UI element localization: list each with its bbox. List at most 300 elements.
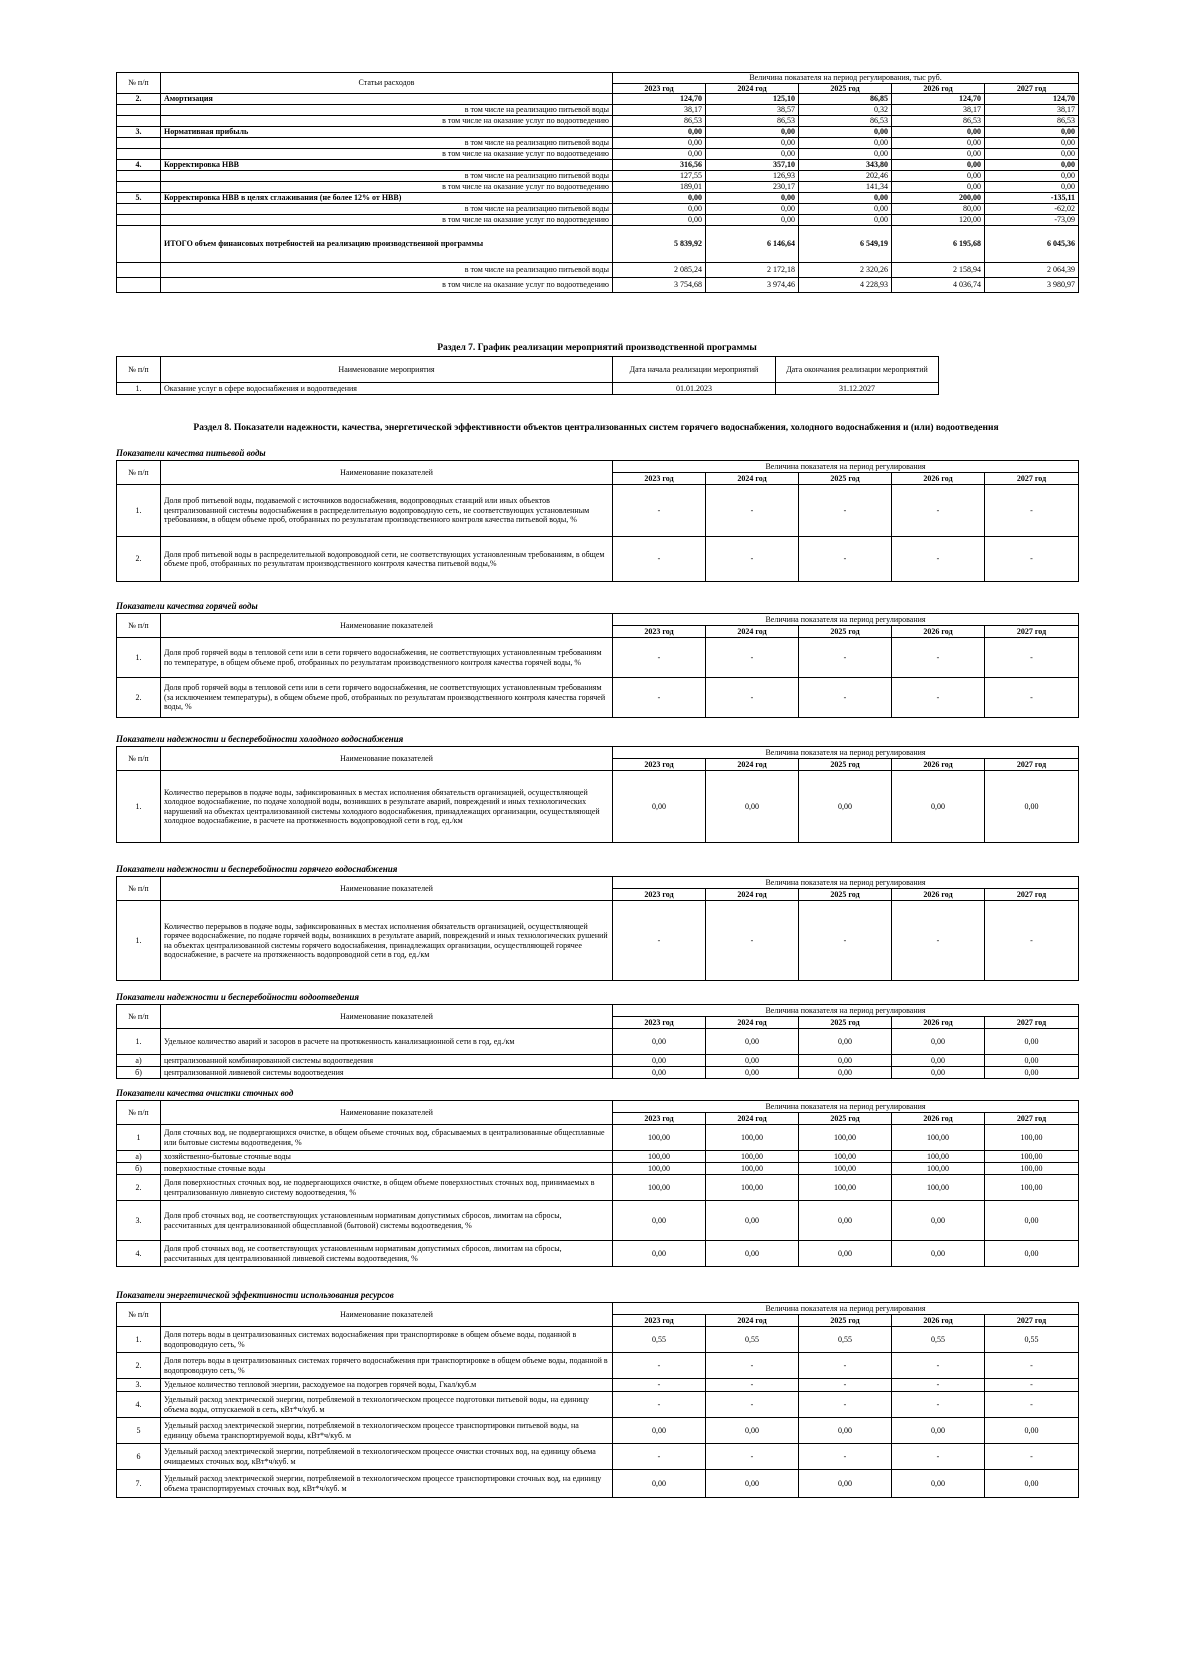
year-header: 2024 год: [706, 759, 799, 771]
row-value: 0,00: [706, 149, 799, 160]
year-header: 2023 год: [613, 1315, 706, 1327]
year-header: 2025 год: [799, 626, 892, 638]
row-value: 100,00: [613, 1125, 706, 1151]
row-value: 2 172,18: [706, 263, 799, 278]
row-name: Удельный расход электрической энергии, потребляемой в технологическом процессе транспортировки сточных вод, на единицу объема транспортируемых сточных вод, кВт*ч/куб. м: [161, 1470, 613, 1498]
table-row: [117, 678, 1079, 718]
row-value: 0,00: [799, 1418, 892, 1444]
table-row: [117, 1470, 1079, 1498]
row-value: 100,00: [613, 1175, 706, 1201]
table-row: [117, 1055, 1079, 1067]
row-value: 0,00: [799, 193, 892, 204]
row-num: 3.: [117, 1379, 161, 1392]
row-value: -: [706, 1392, 799, 1418]
year-header: 2026 год: [892, 1315, 985, 1327]
row-value: 0,00: [613, 193, 706, 204]
row-value: -: [613, 901, 706, 981]
table-row: [117, 1444, 1079, 1470]
row-name: в том числе на реализацию питьевой воды: [161, 204, 613, 215]
row-num: 4.: [117, 160, 161, 171]
row-value: 230,17: [706, 182, 799, 193]
indicator-table-block: [116, 1302, 1078, 1498]
row-value: 0,00: [706, 771, 799, 843]
row-value: 0,00: [799, 1067, 892, 1079]
row-num: б): [117, 1067, 161, 1079]
row-value: 0,00: [892, 1201, 985, 1241]
row-num: 4.: [117, 1392, 161, 1418]
total-value: 6 195,68: [892, 226, 985, 263]
row-name: Количество перерывов в подаче воды, зафиксированных в местах исполнения обязательств организацией, осуществляющей холодное водоснабжение, по подаче холодной воды, возникших в результате аварий, повреждений и иных технологических нарушений на объектах централизованной системы холодного водоснабжения, принадлежащих организации, осуществляющей холодное водоснабжение, в расчете на протяженность водопроводной сети в год, ед./км: [161, 771, 613, 843]
table-row: [117, 1241, 1079, 1267]
row-value: 100,00: [892, 1163, 985, 1175]
row-value: 124,70: [613, 94, 706, 105]
row-value: -: [985, 1444, 1079, 1470]
indicator-table: [116, 1004, 1079, 1079]
row-value: 100,00: [985, 1163, 1079, 1175]
row-value: 0,55: [706, 1327, 799, 1353]
table-row: [117, 116, 1079, 127]
row-name: в том числе на оказание услуг по водоотведению: [161, 182, 613, 193]
col-name-header: Наименование показателей: [161, 1101, 613, 1125]
year-header: 2023 год: [613, 1017, 706, 1029]
row-num: 2.: [117, 1353, 161, 1379]
row-value: 100,00: [892, 1151, 985, 1163]
year-header: 2024 год: [706, 1017, 799, 1029]
row-value: 100,00: [706, 1125, 799, 1151]
s7-col-end: Дата окончания реализации мероприятий: [776, 357, 939, 383]
row-value: 0,00: [985, 127, 1079, 138]
row-name: Доля проб питьевой воды в распределительной водопроводной сети, не соответствующих установленным требованиям, в общем объеме проб, отобранных по результатам производственного контроля качества питьевой воды,%: [161, 537, 613, 582]
indicator-table: [116, 613, 1079, 718]
row-value: 0,00: [613, 771, 706, 843]
indicator-table-block: [116, 876, 1078, 981]
row-value: -: [799, 1444, 892, 1470]
row-value: -: [613, 1353, 706, 1379]
col-num-header: № п/п: [117, 747, 161, 771]
table-row: [117, 1163, 1079, 1175]
row-value: -: [892, 1444, 985, 1470]
row-name: Удельное количество аварий и засоров в расчете на протяженность канализационной сети в год, ед./км: [161, 1029, 613, 1055]
year-header: 2023 год: [613, 473, 706, 485]
row-value: 124,70: [892, 94, 985, 105]
row-value: 3 980,97: [985, 278, 1079, 293]
row-value: 0,00: [799, 149, 892, 160]
row-value: 0,00: [892, 1418, 985, 1444]
row-value: -: [892, 901, 985, 981]
row-value: 0,00: [985, 1418, 1079, 1444]
row-value: 125,10: [706, 94, 799, 105]
row-value: 0,00: [706, 1055, 799, 1067]
row-value: -135,11: [985, 193, 1079, 204]
row-value: 0,00: [613, 1055, 706, 1067]
row-value: -: [892, 678, 985, 718]
total-name: ИТОГО объем финансовых потребностей на реализацию производственной программы: [161, 226, 613, 263]
row-value: 141,34: [799, 182, 892, 193]
row-num: 2.: [117, 678, 161, 718]
row-value: -: [706, 1353, 799, 1379]
year-header: 2024 год: [706, 1113, 799, 1125]
row-name: в том числе на реализацию питьевой воды: [161, 105, 613, 116]
row-name: Доля поверхностных сточных вод, не подвергающихся очистке, в общем объеме поверхностных сточных вод, принимаемых в централизованную ливневую систему водоотведения, %: [161, 1175, 613, 1201]
row-name: в том числе на реализацию питьевой воды: [161, 138, 613, 149]
row-name: поверхностные сточные воды: [161, 1163, 613, 1175]
row-value: 0,00: [613, 127, 706, 138]
row-value: 80,00: [892, 204, 985, 215]
row-name: Доля потерь воды в централизованных системах горячего водоснабжения при транспортировке в общем объеме воды, поданной в водопроводную сеть, %: [161, 1353, 613, 1379]
row-value: 38,57: [706, 105, 799, 116]
row-value: 100,00: [799, 1125, 892, 1151]
row-num: [117, 116, 161, 127]
row-value: 2 064,39: [985, 263, 1079, 278]
row-value: 126,93: [706, 171, 799, 182]
col-group-header: Величина показателя на период регулирования: [613, 614, 1079, 626]
row-value: 86,53: [706, 116, 799, 127]
year-header: 2027 год: [985, 889, 1079, 901]
table-subtitle: Показатели энергетической эффективности использования ресурсов: [116, 1290, 394, 1300]
row-value: 86,53: [985, 116, 1079, 127]
row-value: 0,00: [706, 1029, 799, 1055]
row-value: -: [985, 537, 1079, 582]
row-value: 86,53: [892, 116, 985, 127]
row-value: 0,00: [613, 1470, 706, 1498]
s7-col-num: № п/п: [117, 357, 161, 383]
row-value: -: [799, 1379, 892, 1392]
col-group-header: Величина показателя на период регулирования: [613, 1005, 1079, 1017]
row-name: Доля проб питьевой воды, подаваемой с источников водоснабжения, водопроводных станций или иных объектов централизованной системы водоснабжения в распределительную водопроводную сеть, не соответствующих установленным требованиям, в общем объеме проб, отобранных по результатам производственного контроля качества питьевой воды, %: [161, 485, 613, 537]
s7-row-start: 01.01.2023: [613, 383, 776, 395]
table-row: [117, 160, 1079, 171]
col-group-header: Величина показателя на период регулирования: [613, 747, 1079, 759]
row-value: 0,00: [985, 138, 1079, 149]
col-name-header: Наименование показателей: [161, 747, 613, 771]
col-name-header: Наименование показателей: [161, 877, 613, 901]
row-name: хозяйственно-бытовые сточные воды: [161, 1151, 613, 1163]
row-value: 100,00: [799, 1175, 892, 1201]
row-name: Доля проб сточных вод, не соответствующих установленным нормативам допустимых сбросов, лимитам на сбросы, рассчитанных для централизованной общесплавной (бытовой) системы водоотведения, %: [161, 1201, 613, 1241]
row-value: 0,00: [706, 138, 799, 149]
table-row: [117, 105, 1079, 116]
total-value: 6 045,36: [985, 226, 1079, 263]
row-value: 0,00: [985, 771, 1079, 843]
table-row: [117, 215, 1079, 226]
row-value: 0,00: [892, 171, 985, 182]
row-value: 120,00: [892, 215, 985, 226]
year-header: 2026 год: [892, 889, 985, 901]
col-group-header: Величина показателя на период регулирования: [613, 877, 1079, 889]
total-value: 6 146,64: [706, 226, 799, 263]
year-header: 2027 год: [985, 473, 1079, 485]
year-header: 2023 год: [613, 626, 706, 638]
row-value: 100,00: [613, 1151, 706, 1163]
col-num-header: № п/п: [117, 877, 161, 901]
row-value: -62,02: [985, 204, 1079, 215]
col-name-header: Наименование показателей: [161, 461, 613, 485]
row-num: а): [117, 1055, 161, 1067]
row-value: 0,00: [985, 160, 1079, 171]
s7-row-end: 31.12.2027: [776, 383, 939, 395]
row-num: 4.: [117, 1241, 161, 1267]
row-num: 3.: [117, 1201, 161, 1241]
section8-title: Раздел 8. Показатели надежности, качества, энергетической эффективности объектов централизованных систем горячего водоснабжения, холодного водоснабжения и (или) водоотведения: [193, 423, 999, 433]
row-value: 0,00: [706, 1201, 799, 1241]
table-row: [117, 149, 1079, 160]
indicator-table-block: [116, 746, 1078, 843]
row-value: 200,00: [892, 193, 985, 204]
year-header: 2027 год: [985, 83, 1079, 94]
expenses-table: [116, 72, 1079, 293]
year-header: 2027 год: [985, 626, 1079, 638]
row-value: 100,00: [799, 1163, 892, 1175]
year-header: 2026 год: [892, 759, 985, 771]
table-row: [117, 127, 1079, 138]
year-header: 2025 год: [799, 473, 892, 485]
row-name: Нормативная прибыль: [161, 127, 613, 138]
table-row: [117, 485, 1079, 537]
table-row: [117, 1175, 1079, 1201]
table-row: [117, 263, 1079, 278]
table-subtitle: Показатели качества питьевой воды: [116, 448, 266, 458]
row-name: в том числе на оказание услуг по водоотведению: [161, 215, 613, 226]
year-header: 2026 год: [892, 1017, 985, 1029]
section7-table: [116, 356, 939, 395]
row-num: [117, 171, 161, 182]
row-value: -: [613, 1444, 706, 1470]
row-num: [117, 138, 161, 149]
row-value: 100,00: [892, 1125, 985, 1151]
row-value: -: [892, 537, 985, 582]
row-value: 0,00: [799, 1201, 892, 1241]
row-value: 0,00: [892, 149, 985, 160]
row-value: -: [799, 678, 892, 718]
row-value: 0,00: [985, 1201, 1079, 1241]
row-value: -: [706, 901, 799, 981]
row-value: 100,00: [985, 1125, 1079, 1151]
row-value: 0,55: [799, 1327, 892, 1353]
row-name: Удельный расход электрической энергии, потребляемой в технологическом процессе транспортировки питьевой воды, на единицу объема транспортируемой воды, кВт*ч/куб. м: [161, 1418, 613, 1444]
table-subtitle: Показатели качества очистки сточных вод: [116, 1088, 294, 1098]
row-value: -: [799, 537, 892, 582]
row-name: Удельный расход электрической энергии, потребляемой в технологическом процессе подготовки питьевой воды, на единицу объема воды, отпускаемой в сеть, кВт*ч/куб. м: [161, 1392, 613, 1418]
row-value: -: [892, 485, 985, 537]
row-value: -: [892, 638, 985, 678]
row-value: 0,00: [799, 1470, 892, 1498]
col-group-header: Величина показателя на период регулирования, тыс руб.: [613, 73, 1079, 84]
row-num: 6: [117, 1444, 161, 1470]
row-value: -: [985, 678, 1079, 718]
row-value: -: [985, 901, 1079, 981]
row-value: 0,00: [985, 182, 1079, 193]
row-value: 0,00: [613, 215, 706, 226]
row-value: -: [985, 638, 1079, 678]
row-value: -: [613, 485, 706, 537]
row-name: в том числе на оказание услуг по водоотведению: [161, 149, 613, 160]
row-value: 0,00: [706, 127, 799, 138]
row-value: -: [706, 638, 799, 678]
row-value: 0,00: [706, 1470, 799, 1498]
table-row: [117, 771, 1079, 843]
row-value: -73,09: [985, 215, 1079, 226]
year-header: 2023 год: [613, 1113, 706, 1125]
row-num: [117, 278, 161, 293]
row-value: -: [799, 1353, 892, 1379]
row-name: централизованной ливневой системы водоотведения: [161, 1067, 613, 1079]
indicator-table: [116, 1100, 1079, 1267]
row-value: 0,00: [799, 138, 892, 149]
row-num: 5: [117, 1418, 161, 1444]
row-value: 0,00: [892, 182, 985, 193]
table-row: [117, 638, 1079, 678]
row-value: 0,00: [985, 149, 1079, 160]
total-row: [117, 226, 1079, 263]
col-name-header: Наименование показателей: [161, 614, 613, 638]
row-value: 0,00: [985, 1067, 1079, 1079]
row-value: 3 754,68: [613, 278, 706, 293]
table-subtitle: Показатели качества горячей воды: [116, 601, 258, 611]
row-value: -: [799, 638, 892, 678]
row-value: 0,00: [892, 771, 985, 843]
row-name: в том числе на реализацию питьевой воды: [161, 171, 613, 182]
row-name: в том числе на оказание услуг по водоотведению: [161, 278, 613, 293]
table-row: [117, 278, 1079, 293]
row-num: 2.: [117, 94, 161, 105]
row-value: 0,55: [892, 1327, 985, 1353]
col-name-header: Статьи расходов: [161, 73, 613, 94]
row-value: -: [985, 485, 1079, 537]
col-num-header: № п/п: [117, 1005, 161, 1029]
row-value: 0,00: [985, 1470, 1079, 1498]
indicator-table-block: [116, 1004, 1078, 1079]
indicator-table: [116, 876, 1079, 981]
row-value: 202,46: [799, 171, 892, 182]
row-value: -: [892, 1379, 985, 1392]
row-value: 124,70: [985, 94, 1079, 105]
s7-row-num: 1.: [117, 383, 161, 395]
row-value: 0,00: [985, 1029, 1079, 1055]
table-row: [117, 1201, 1079, 1241]
row-value: 38,17: [892, 105, 985, 116]
year-header: 2025 год: [799, 759, 892, 771]
row-value: -: [613, 678, 706, 718]
row-value: 2 158,94: [892, 263, 985, 278]
row-value: 38,17: [985, 105, 1079, 116]
year-header: 2024 год: [706, 83, 799, 94]
row-value: 100,00: [706, 1163, 799, 1175]
row-value: 100,00: [613, 1163, 706, 1175]
row-value: -: [706, 1379, 799, 1392]
row-name: Амортизация: [161, 94, 613, 105]
row-value: 0,00: [985, 1055, 1079, 1067]
row-value: 100,00: [985, 1151, 1079, 1163]
row-num: 1.: [117, 485, 161, 537]
col-num-header: № п/п: [117, 1101, 161, 1125]
year-header: 2026 год: [892, 473, 985, 485]
year-header: 2024 год: [706, 626, 799, 638]
col-group-header: Величина показателя на период регулирования: [613, 461, 1079, 473]
table-row: [117, 1151, 1079, 1163]
row-num: 1.: [117, 771, 161, 843]
row-value: 0,00: [613, 1067, 706, 1079]
row-value: 0,00: [799, 215, 892, 226]
row-value: -: [706, 485, 799, 537]
row-value: -: [985, 1392, 1079, 1418]
year-header: 2024 год: [706, 889, 799, 901]
row-value: 0,00: [706, 215, 799, 226]
row-value: 0,00: [799, 204, 892, 215]
table-row: [117, 1392, 1079, 1418]
year-header: 2027 год: [985, 1315, 1079, 1327]
row-name: Корректировка НВВ: [161, 160, 613, 171]
col-num-header: № п/п: [117, 1303, 161, 1327]
row-value: 0,00: [799, 1029, 892, 1055]
row-value: 86,85: [799, 94, 892, 105]
row-value: -: [892, 1392, 985, 1418]
row-value: 0,00: [892, 1055, 985, 1067]
row-value: 38,17: [613, 105, 706, 116]
row-name: Удельный расход электрической энергии, потребляемой в технологическом процессе очистки сточных вод, на единицу объема очищаемых сточных вод, кВт*ч/куб. м: [161, 1444, 613, 1470]
col-name-header: Наименование показателей: [161, 1303, 613, 1327]
row-num: 7.: [117, 1470, 161, 1498]
row-value: 316,56: [613, 160, 706, 171]
row-value: 0,55: [985, 1327, 1079, 1353]
col-num-header: № п/п: [117, 461, 161, 485]
row-value: 0,00: [799, 771, 892, 843]
row-num: б): [117, 1163, 161, 1175]
row-name: Доля проб горячей воды в тепловой сети или в сети горячего водоснабжения, не соответствующих установленным требованиям (за исключением температуры), в общем объеме проб, отобранных по результатам производственного контроля качества горячей воды, %: [161, 678, 613, 718]
table-row: [117, 383, 939, 395]
table-row: [117, 182, 1079, 193]
row-value: 0,00: [892, 138, 985, 149]
row-value: 100,00: [985, 1175, 1079, 1201]
year-header: 2023 год: [613, 759, 706, 771]
row-value: 0,00: [613, 138, 706, 149]
row-value: 0,00: [892, 1067, 985, 1079]
row-num: [117, 226, 161, 263]
row-value: -: [613, 638, 706, 678]
year-header: 2027 год: [985, 1017, 1079, 1029]
row-name: Количество перерывов в подаче воды, зафиксированных в местах исполнения обязательств организацией, осуществляющей горячее водоснабжение, по подаче горячей воды, возникших в результате аварий, повреждений и иных технологических рушений на объектах централизованной системы горячего водоснабжения, принадлежащих организации, осуществляющей горячее водоснабжение, в расчете на протяженность водопроводной сети в год, ед./км: [161, 901, 613, 981]
row-value: 0,32: [799, 105, 892, 116]
row-value: 343,80: [799, 160, 892, 171]
row-value: 189,01: [613, 182, 706, 193]
row-value: 0,00: [892, 127, 985, 138]
row-num: 1.: [117, 638, 161, 678]
row-value: 100,00: [892, 1175, 985, 1201]
row-value: 127,55: [613, 171, 706, 182]
indicator-table-block: [116, 460, 1078, 582]
indicator-table-block: [116, 613, 1078, 718]
row-value: 0,00: [706, 1067, 799, 1079]
row-value: -: [985, 1379, 1079, 1392]
col-group-header: Величина показателя на период регулирования: [613, 1303, 1079, 1315]
row-value: 100,00: [799, 1151, 892, 1163]
expenses-table-block: [116, 72, 1078, 293]
row-value: 0,00: [985, 1241, 1079, 1267]
col-group-header: Величина показателя на период регулирования: [613, 1101, 1079, 1113]
table-row: [117, 1379, 1079, 1392]
row-num: [117, 182, 161, 193]
row-value: 2 320,26: [799, 263, 892, 278]
row-value: -: [613, 1392, 706, 1418]
table-row: [117, 1067, 1079, 1079]
year-header: 2025 год: [799, 889, 892, 901]
row-value: 0,55: [613, 1327, 706, 1353]
row-value: 0,00: [892, 1241, 985, 1267]
row-value: 0,00: [892, 1470, 985, 1498]
year-header: 2023 год: [613, 889, 706, 901]
year-header: 2024 год: [706, 473, 799, 485]
row-value: 3 974,46: [706, 278, 799, 293]
table-subtitle: Показатели надежности и бесперебойности водоотведения: [116, 992, 360, 1002]
